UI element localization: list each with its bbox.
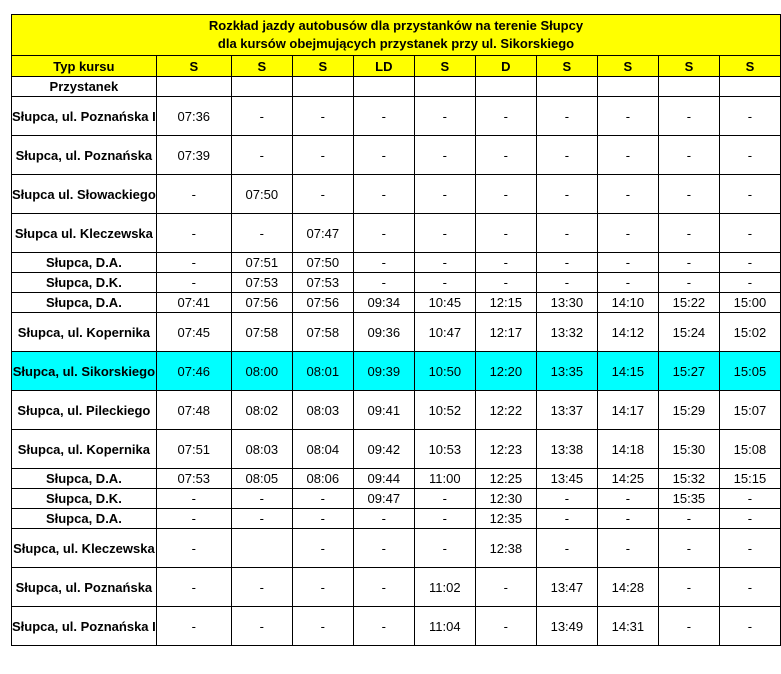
departure-time-cell: - xyxy=(231,568,292,607)
departure-time-cell: - xyxy=(353,97,414,136)
stop-name-cell: Słupca ul. Słowackiego xyxy=(12,175,157,214)
departure-time-cell: 12:17 xyxy=(475,313,536,352)
course-type-row xyxy=(12,56,781,77)
timetable-row xyxy=(12,97,781,136)
departure-time-cell: - xyxy=(414,214,475,253)
departure-time-cell: 12:30 xyxy=(475,489,536,509)
departure-time-cell: - xyxy=(231,607,292,646)
departure-time-cell: - xyxy=(536,529,597,568)
departure-time-cell: - xyxy=(292,607,353,646)
departure-time-cell: 15:27 xyxy=(658,352,719,391)
timetable-row xyxy=(12,568,781,607)
stop-name-cell: Słupca, ul. Poznańska I xyxy=(12,607,157,646)
departure-time-cell: - xyxy=(231,97,292,136)
departure-time-cell: 14:18 xyxy=(597,430,658,469)
departure-time-cell: 12:23 xyxy=(475,430,536,469)
departure-time-cell: - xyxy=(353,136,414,175)
course-type-cell: S xyxy=(231,56,292,77)
departure-time-cell: - xyxy=(292,509,353,529)
departure-time-cell: 15:30 xyxy=(658,430,719,469)
departure-time-cell: - xyxy=(292,97,353,136)
empty-cell xyxy=(597,77,658,97)
timetable-row xyxy=(12,253,781,273)
stop-name-cell: Słupca ul. Kleczewska xyxy=(12,214,157,253)
empty-cell xyxy=(414,77,475,97)
departure-time-cell: - xyxy=(658,97,719,136)
departure-time-cell: - xyxy=(156,489,231,509)
departure-time-cell: 08:04 xyxy=(292,430,353,469)
departure-time-cell: - xyxy=(597,253,658,273)
departure-time-cell: 12:35 xyxy=(475,509,536,529)
stop-name-cell: Słupca, ul. Poznańska xyxy=(12,568,157,607)
departure-time-cell: - xyxy=(475,568,536,607)
course-type-cell: S xyxy=(536,56,597,77)
departure-time-cell: - xyxy=(658,214,719,253)
departure-time-cell: 08:02 xyxy=(231,391,292,430)
departure-time-cell: - xyxy=(475,253,536,273)
departure-time-cell: - xyxy=(353,529,414,568)
stop-name-cell: Słupca, ul. Kopernika xyxy=(12,430,157,469)
departure-time-cell xyxy=(231,529,292,568)
departure-time-cell: 12:20 xyxy=(475,352,536,391)
departure-time-cell: - xyxy=(353,214,414,253)
departure-time-cell: - xyxy=(292,175,353,214)
departure-time-cell: - xyxy=(719,568,780,607)
departure-time-cell: - xyxy=(658,253,719,273)
departure-time-cell: - xyxy=(292,568,353,607)
departure-time-cell: 10:53 xyxy=(414,430,475,469)
departure-time-cell: - xyxy=(719,175,780,214)
stop-name-cell: Słupca, ul. Kleczewska xyxy=(12,529,157,568)
departure-time-cell: 10:47 xyxy=(414,313,475,352)
departure-time-cell: - xyxy=(414,175,475,214)
course-type-cell: S xyxy=(719,56,780,77)
departure-time-cell: - xyxy=(658,175,719,214)
departure-time-cell: - xyxy=(597,97,658,136)
departure-time-cell: 07:53 xyxy=(292,273,353,293)
empty-cell xyxy=(231,77,292,97)
departure-time-cell: - xyxy=(353,607,414,646)
timetable-row xyxy=(12,489,781,509)
course-type-cell: S xyxy=(658,56,719,77)
departure-time-cell: - xyxy=(597,273,658,293)
departure-time-cell: - xyxy=(719,97,780,136)
timetable-row xyxy=(12,352,781,391)
departure-time-cell: 12:25 xyxy=(475,469,536,489)
departure-time-cell: - xyxy=(719,529,780,568)
departure-time-cell: - xyxy=(658,273,719,293)
departure-time-cell: - xyxy=(414,509,475,529)
departure-time-cell: - xyxy=(475,136,536,175)
departure-time-cell: 07:50 xyxy=(231,175,292,214)
departure-time-cell: 14:10 xyxy=(597,293,658,313)
departure-time-cell: 08:03 xyxy=(292,391,353,430)
departure-time-cell: - xyxy=(719,607,780,646)
departure-time-cell: 09:34 xyxy=(353,293,414,313)
timetable-row xyxy=(12,430,781,469)
timetable-title xyxy=(12,15,781,56)
departure-time-cell: - xyxy=(414,136,475,175)
departure-time-cell: - xyxy=(475,97,536,136)
course-type-cell: S xyxy=(597,56,658,77)
timetable-row xyxy=(12,607,781,646)
empty-cell xyxy=(719,77,780,97)
departure-time-cell: 15:15 xyxy=(719,469,780,489)
timetable-row xyxy=(12,273,781,293)
departure-time-cell: - xyxy=(231,489,292,509)
departure-time-cell: 07:51 xyxy=(156,430,231,469)
departure-time-cell: - xyxy=(597,175,658,214)
departure-time-cell: 07:53 xyxy=(231,273,292,293)
departure-time-cell: - xyxy=(536,273,597,293)
stop-name-cell: Słupca, D.A. xyxy=(12,469,157,489)
departure-time-cell: - xyxy=(658,509,719,529)
stop-name-cell: Słupca, ul. Poznańska I xyxy=(12,97,157,136)
departure-time-cell: - xyxy=(719,509,780,529)
departure-time-cell: 09:39 xyxy=(353,352,414,391)
departure-time-cell: 15:22 xyxy=(658,293,719,313)
departure-time-cell: - xyxy=(536,489,597,509)
departure-time-cell: 15:29 xyxy=(658,391,719,430)
empty-cell xyxy=(156,77,231,97)
departure-time-cell: - xyxy=(292,529,353,568)
timetable-row xyxy=(12,175,781,214)
departure-time-cell: - xyxy=(292,136,353,175)
departure-time-cell: - xyxy=(156,273,231,293)
departure-time-cell: - xyxy=(156,509,231,529)
departure-time-cell: - xyxy=(292,489,353,509)
departure-time-cell: 14:12 xyxy=(597,313,658,352)
departure-time-cell: - xyxy=(658,607,719,646)
departure-time-cell: - xyxy=(353,273,414,293)
stop-header: Przystanek xyxy=(12,77,157,97)
departure-time-cell: - xyxy=(536,509,597,529)
departure-time-cell: 12:22 xyxy=(475,391,536,430)
departure-time-cell: - xyxy=(353,509,414,529)
course-type-cell: S xyxy=(292,56,353,77)
empty-cell xyxy=(536,77,597,97)
departure-time-cell: 07:41 xyxy=(156,293,231,313)
departure-time-cell: 12:15 xyxy=(475,293,536,313)
departure-time-cell: - xyxy=(536,136,597,175)
departure-time-cell: 14:25 xyxy=(597,469,658,489)
departure-time-cell: 09:41 xyxy=(353,391,414,430)
departure-time-cell: 15:32 xyxy=(658,469,719,489)
departure-time-cell: 13:47 xyxy=(536,568,597,607)
departure-time-cell: 15:08 xyxy=(719,430,780,469)
stop-name-cell: Słupca, D.A. xyxy=(12,253,157,273)
departure-time-cell: - xyxy=(156,568,231,607)
departure-time-cell: - xyxy=(475,607,536,646)
course-type-cell: D xyxy=(475,56,536,77)
departure-time-cell: 14:31 xyxy=(597,607,658,646)
departure-time-cell: - xyxy=(597,136,658,175)
departure-time-cell: - xyxy=(597,489,658,509)
departure-time-cell: 14:28 xyxy=(597,568,658,607)
timetable-row xyxy=(12,509,781,529)
departure-time-cell: - xyxy=(231,136,292,175)
departure-time-cell: - xyxy=(658,529,719,568)
departure-time-cell: 08:01 xyxy=(292,352,353,391)
timetable-row xyxy=(12,529,781,568)
departure-time-cell: - xyxy=(658,136,719,175)
stop-name-cell: Słupca, ul. Kopernika xyxy=(12,313,157,352)
departure-time-cell: - xyxy=(536,253,597,273)
departure-time-cell: 13:35 xyxy=(536,352,597,391)
stop-name-cell: Słupca, ul. Sikorskiego xyxy=(12,352,157,391)
departure-time-cell: 14:15 xyxy=(597,352,658,391)
departure-time-cell: - xyxy=(414,489,475,509)
stop-name-cell: Słupca, D.A. xyxy=(12,509,157,529)
departure-time-cell: - xyxy=(475,175,536,214)
departure-time-cell: - xyxy=(156,214,231,253)
departure-time-cell: - xyxy=(156,529,231,568)
departure-time-cell: 15:02 xyxy=(719,313,780,352)
departure-time-cell: 09:42 xyxy=(353,430,414,469)
empty-cell xyxy=(475,77,536,97)
departure-time-cell: - xyxy=(353,568,414,607)
departure-time-cell: 11:00 xyxy=(414,469,475,489)
departure-time-cell: 15:24 xyxy=(658,313,719,352)
stop-name-cell: Słupca, D.K. xyxy=(12,273,157,293)
departure-time-cell: 11:04 xyxy=(414,607,475,646)
departure-time-cell: 13:37 xyxy=(536,391,597,430)
timetable-row xyxy=(12,136,781,175)
departure-time-cell: 08:03 xyxy=(231,430,292,469)
course-type-cell: S xyxy=(156,56,231,77)
departure-time-cell: 15:05 xyxy=(719,352,780,391)
departure-time-cell: 08:05 xyxy=(231,469,292,489)
departure-time-cell: 07:53 xyxy=(156,469,231,489)
departure-time-cell: 13:38 xyxy=(536,430,597,469)
departure-time-cell: 13:32 xyxy=(536,313,597,352)
departure-time-cell: 07:36 xyxy=(156,97,231,136)
departure-time-cell: 08:06 xyxy=(292,469,353,489)
departure-time-cell: 07:46 xyxy=(156,352,231,391)
departure-time-cell: - xyxy=(414,273,475,293)
departure-time-cell: 09:44 xyxy=(353,469,414,489)
departure-time-cell: 15:00 xyxy=(719,293,780,313)
departure-time-cell: 12:38 xyxy=(475,529,536,568)
departure-time-cell: - xyxy=(719,273,780,293)
bus-timetable xyxy=(11,14,781,646)
departure-time-cell: 10:45 xyxy=(414,293,475,313)
departure-time-cell: - xyxy=(597,214,658,253)
departure-time-cell: 14:17 xyxy=(597,391,658,430)
departure-time-cell: - xyxy=(475,273,536,293)
departure-time-cell: - xyxy=(475,214,536,253)
course-type-cell: LD xyxy=(353,56,414,77)
departure-time-cell: 08:00 xyxy=(231,352,292,391)
departure-time-cell: - xyxy=(597,509,658,529)
stop-name-cell: Słupca, D.A. xyxy=(12,293,157,313)
departure-time-cell: - xyxy=(597,529,658,568)
departure-time-cell: - xyxy=(414,529,475,568)
timetable-row xyxy=(12,469,781,489)
departure-time-cell: - xyxy=(414,97,475,136)
course-type-header: Typ kursu xyxy=(12,56,157,77)
timetable-row xyxy=(12,214,781,253)
departure-time-cell: 07:50 xyxy=(292,253,353,273)
departure-time-cell: 15:35 xyxy=(658,489,719,509)
departure-time-cell: 11:02 xyxy=(414,568,475,607)
course-type-cell: S xyxy=(414,56,475,77)
departure-time-cell: - xyxy=(719,253,780,273)
departure-time-cell: - xyxy=(719,214,780,253)
timetable-row xyxy=(12,391,781,430)
departure-time-cell: 07:39 xyxy=(156,136,231,175)
departure-time-cell: - xyxy=(231,509,292,529)
stop-name-cell: Słupca, ul. Pileckiego xyxy=(12,391,157,430)
departure-time-cell: - xyxy=(536,214,597,253)
departure-time-cell: - xyxy=(414,253,475,273)
departure-time-cell: 07:58 xyxy=(292,313,353,352)
departure-time-cell: - xyxy=(536,175,597,214)
stop-name-cell: Słupca, ul. Poznańska xyxy=(12,136,157,175)
departure-time-cell: - xyxy=(231,214,292,253)
departure-time-cell: 07:47 xyxy=(292,214,353,253)
departure-time-cell: - xyxy=(156,175,231,214)
departure-time-cell: 13:45 xyxy=(536,469,597,489)
departure-time-cell: 13:30 xyxy=(536,293,597,313)
departure-time-cell: 07:56 xyxy=(292,293,353,313)
departure-time-cell: - xyxy=(156,253,231,273)
timetable-row xyxy=(12,313,781,352)
stop-header-row xyxy=(12,77,781,97)
departure-time-cell: 09:47 xyxy=(353,489,414,509)
title-line-2: dla kursów obejmujących przystanek przy ul. Sikorskiego xyxy=(217,36,575,51)
departure-time-cell: 09:36 xyxy=(353,313,414,352)
departure-time-cell: - xyxy=(353,253,414,273)
departure-time-cell: 15:07 xyxy=(719,391,780,430)
empty-cell xyxy=(658,77,719,97)
departure-time-cell: - xyxy=(156,607,231,646)
departure-time-cell: 07:45 xyxy=(156,313,231,352)
departure-time-cell: 10:52 xyxy=(414,391,475,430)
departure-time-cell: 07:58 xyxy=(231,313,292,352)
stop-name-cell: Słupca, D.K. xyxy=(12,489,157,509)
timetable-row xyxy=(12,293,781,313)
title-line-1: Rozkład jazdy autobusów dla przystanków na terenie Słupcy xyxy=(208,18,584,33)
departure-time-cell: 07:48 xyxy=(156,391,231,430)
departure-time-cell: 07:56 xyxy=(231,293,292,313)
departure-time-cell: 13:49 xyxy=(536,607,597,646)
departure-time-cell: - xyxy=(536,97,597,136)
empty-cell xyxy=(292,77,353,97)
departure-time-cell: - xyxy=(658,568,719,607)
departure-time-cell: 07:51 xyxy=(231,253,292,273)
departure-time-cell: - xyxy=(719,136,780,175)
empty-cell xyxy=(353,77,414,97)
departure-time-cell: - xyxy=(353,175,414,214)
departure-time-cell: - xyxy=(719,489,780,509)
departure-time-cell: 10:50 xyxy=(414,352,475,391)
